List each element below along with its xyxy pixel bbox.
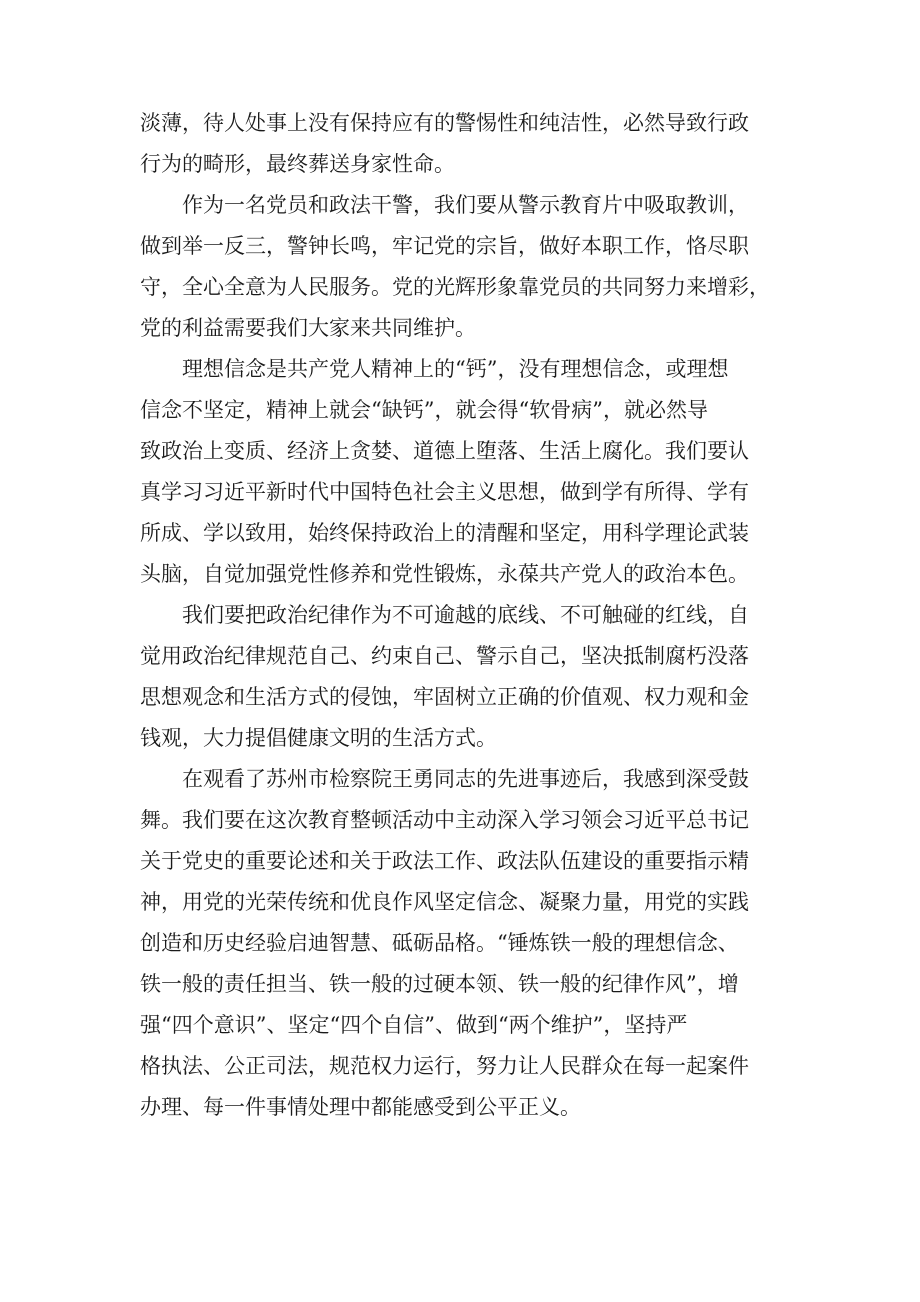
text-line: 信念不坚定，精神上就会“缺钙”，就会得“软骨病”，就必然导 <box>140 398 708 422</box>
paragraph-first-line: 作为一名党员和政法干警，我们要从警示教育片中吸取教训， <box>182 193 749 217</box>
text-line: 钱观，大力提倡健康文明的生活方式。 <box>140 726 497 750</box>
paragraph-first-line: 在观看了苏州市检察院王勇同志的先进事迹后，我感到深受鼓 <box>182 767 749 791</box>
text-line: 觉用政治纪律规范自己、约束自己、警示自己，坚决抵制腐朽没落 <box>140 644 749 668</box>
text-line: 舞。我们要在这次教育整顿活动中主动深入学习领会习近平总书记 <box>140 808 749 832</box>
paragraph-first-line: 我们要把政治纪律作为不可逾越的底线、不可触碰的红线，自 <box>182 603 749 627</box>
text-line: 思想观念和生活方式的侵蚀，牢固树立正确的价值观、权力观和金 <box>140 685 749 709</box>
text-line: 办理、每一件事情处理中都能感受到公平正义。 <box>140 1095 581 1119</box>
text-line: 所成、学以致用，始终保持政治上的清醒和坚定，用科学理论武装 <box>140 521 749 545</box>
text-line: 格执法、公正司法，规范权力运行，努力让人民群众在每一起案件 <box>140 1054 749 1078</box>
text-line: 淡薄，待人处事上没有保持应有的警惕性和纯洁性，必然导致行政 <box>140 111 749 135</box>
text-line: 关于党史的重要论述和关于政法工作、政法队伍建设的重要指示精 <box>140 849 749 873</box>
text-line: 真学习习近平新时代中国特色社会主义思想，做到学有所得、学有 <box>140 480 749 504</box>
text-line: 致政治上变质、经济上贪婪、道德上堕落、生活上腐化。我们要认 <box>140 439 749 463</box>
text-line: 铁一般的责任担当、铁一般的过硬本领、铁一般的纪律作风”，增 <box>140 972 739 996</box>
document-body <box>140 103 800 1128</box>
text-line: 神，用党的光荣传统和优良作风坚定信念、凝聚力量，用党的实践 <box>140 890 749 914</box>
text-line: 行为的畸形，最终葬送身家性命。 <box>140 152 455 176</box>
text-line: 党的利益需要我们大家来共同维护。 <box>140 316 476 340</box>
text-line: 守，全心全意为人民服务。党的光辉形象靠党员的共同努力来增彩， <box>140 275 770 299</box>
text-line: 创造和历史经验启迪智慧、砥砺品格。“锤炼铁一般的理想信念、 <box>140 931 739 955</box>
text-line: 做到举一反三，警钟长鸣，牢记党的宗旨，做好本职工作，恪尽职 <box>140 234 749 258</box>
text-line: 强“四个意识”、坚定“四个自信”、做到“两个维护”，坚持严 <box>140 1013 688 1037</box>
text-line: 头脑，自觉加强党性修养和党性锻炼，永葆共产党人的政治本色。 <box>140 562 749 586</box>
paragraph-first-line: 理想信念是共产党人精神上的“钙”，没有理想信念，或理想 <box>182 357 729 381</box>
